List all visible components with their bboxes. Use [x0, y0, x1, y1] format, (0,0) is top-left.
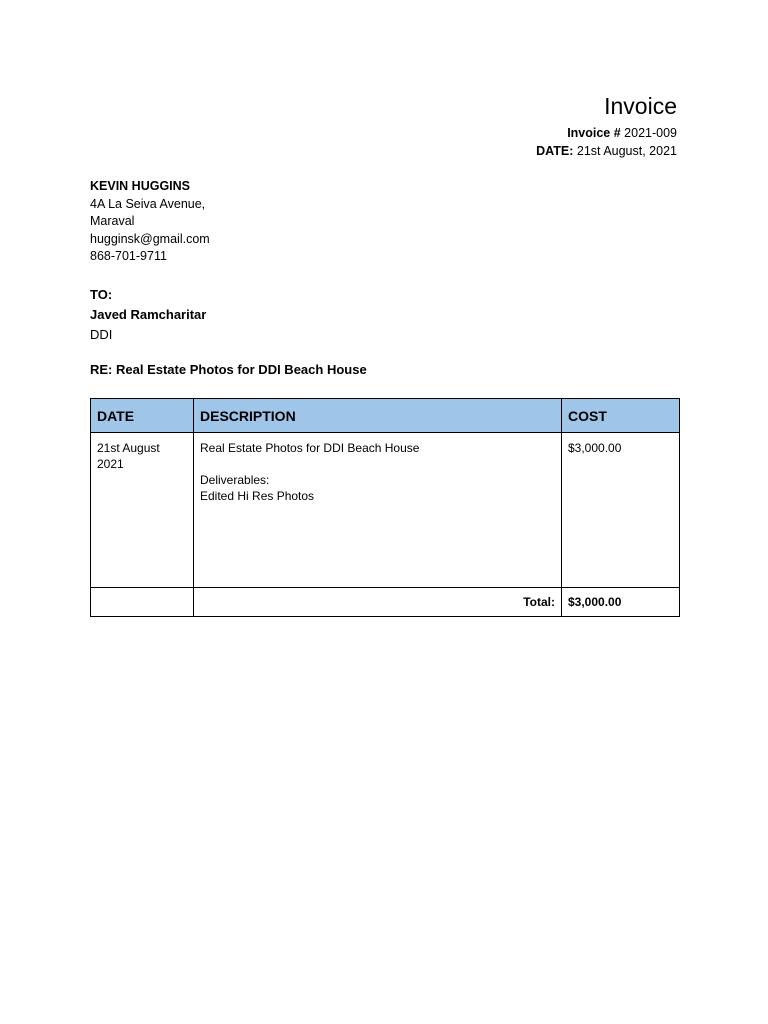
sender-block	[90, 178, 210, 266]
sender-address-line1: 4A La Seiva Avenue,	[90, 196, 206, 211]
line-items-table	[90, 398, 680, 617]
recipient-name: Javed Ramcharitar	[90, 307, 207, 322]
sender-email: hugginsk@gmail.com	[90, 231, 210, 246]
row-description-line2: Deliverables:	[200, 473, 270, 487]
total-value: $3,000.00	[562, 588, 680, 617]
row-description	[194, 433, 562, 588]
invoice-date-label: DATE:	[536, 144, 574, 158]
table-header-row	[91, 399, 680, 433]
header-description: DESCRIPTION	[194, 399, 562, 433]
recipient-block	[90, 285, 206, 345]
row-description-line3: Edited Hi Res Photos	[200, 489, 315, 503]
recipient-company: DDI	[90, 327, 113, 342]
invoice-date	[536, 142, 677, 160]
total-empty-cell	[91, 588, 194, 617]
row-description-line1: Real Estate Photos for DDI Beach House	[200, 441, 420, 455]
row-date	[91, 433, 194, 588]
invoice-number-label: Invoice #	[567, 126, 621, 140]
total-label: Total:	[194, 588, 562, 617]
total-row	[91, 588, 680, 617]
table-row	[91, 433, 680, 588]
invoice-date-value: 21st August, 2021	[576, 144, 677, 158]
row-cost: $3,000.00	[562, 433, 680, 588]
invoice-number	[536, 124, 677, 142]
invoice-header	[536, 92, 677, 160]
header-cost: COST	[562, 399, 680, 433]
row-date-line2: 2021	[97, 457, 124, 471]
invoice-title: Invoice	[604, 93, 677, 119]
row-date-line1: 21st August	[97, 441, 160, 455]
invoice-number-value: 2021-009	[624, 126, 677, 140]
recipient-label: TO:	[90, 287, 113, 302]
header-date: DATE	[91, 399, 194, 433]
re-line: RE: Real Estate Photos for DDI Beach House	[90, 362, 367, 377]
sender-address-line2: Maraval	[90, 214, 135, 228]
sender-phone: 868-701-9711	[90, 249, 167, 263]
description-spacer	[200, 456, 555, 472]
sender-name: KEVIN HUGGINS	[90, 179, 191, 193]
